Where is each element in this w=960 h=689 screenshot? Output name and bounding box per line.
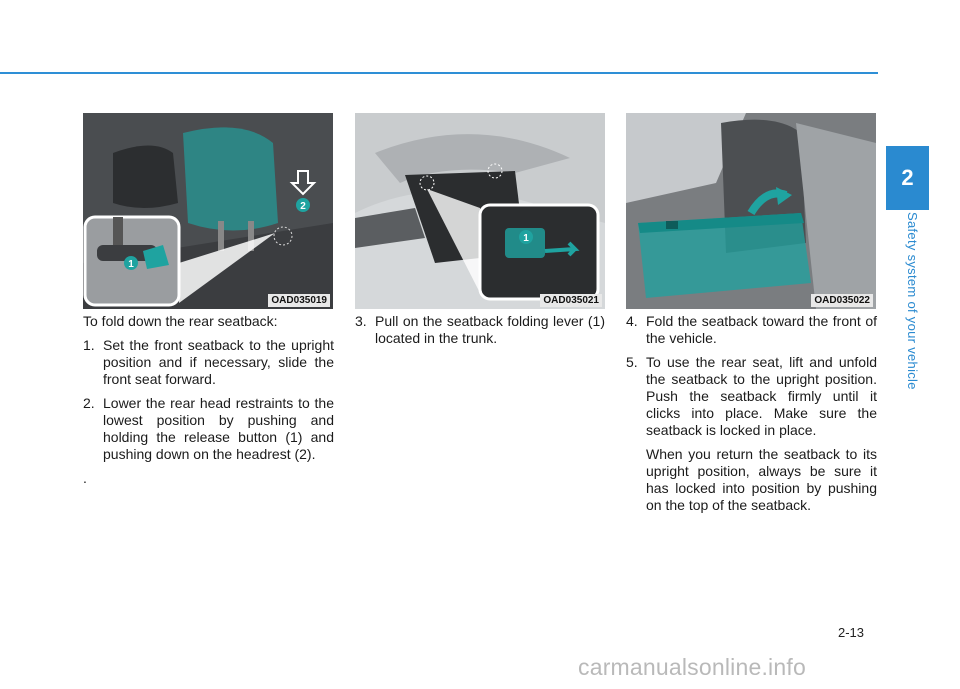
section-tab	[886, 146, 929, 210]
step-number: 4.	[626, 313, 638, 329]
watermark: carmanualsonline.info	[578, 654, 806, 680]
folded-seat-illustration	[626, 113, 876, 309]
step-number: 3.	[355, 313, 367, 329]
step-text: Pull on the seatback folding lever (1) located in the trunk.	[375, 313, 605, 346]
intro-text: To fold down the rear seatback:	[83, 313, 278, 329]
step-text: To use the rear seat, lift and unfold the seatback to the upright position. Push the seatback firmly until it clicks into place. Make sure the seatback is locked in place.	[646, 354, 877, 438]
figure-code: OAD035019	[268, 294, 330, 307]
callout-1: 1	[128, 259, 134, 270]
step-text: Lower the rear head restraints to the lowest position by pushing and holding the release button (1) and pushing down on the headrest (2).	[103, 395, 334, 462]
head-restraint-illustration	[83, 113, 333, 309]
step-number: 2.	[83, 395, 95, 411]
text-column-3	[626, 313, 877, 521]
figure-head-restraint	[83, 113, 333, 309]
text-column-2	[355, 313, 605, 354]
header-rule	[0, 72, 878, 74]
step-number: 5.	[626, 354, 638, 370]
figure-folded-seat	[626, 113, 876, 309]
section-number: 2	[901, 165, 914, 190]
stray-dot: .	[83, 470, 87, 486]
section-title: Safety system of your vehicle	[905, 212, 920, 390]
figure-code: OAD035022	[811, 294, 873, 307]
page-number: 2-13	[838, 625, 865, 640]
list-item	[626, 354, 877, 439]
figure-code: OAD035021	[540, 294, 602, 307]
callout-2: 2	[300, 201, 306, 212]
list-item	[83, 337, 334, 388]
figure-trunk-lever	[355, 113, 605, 309]
step-text: Set the front seatback to the upright position and if necessary, slide the front seat forward.	[103, 337, 334, 387]
step-number: 1.	[83, 337, 95, 353]
list-item	[355, 313, 605, 347]
text-column-1	[83, 313, 334, 494]
list-item	[83, 395, 334, 463]
trunk-lever-illustration	[355, 113, 605, 309]
list-item	[626, 313, 877, 347]
note-text: When you return the seatback to its upright position, always be sure it has locked into position by pushing on the top of the seatback.	[646, 446, 877, 513]
step-text: Fold the seatback toward the front of the vehicle.	[646, 313, 877, 346]
callout-1: 1	[523, 233, 529, 244]
